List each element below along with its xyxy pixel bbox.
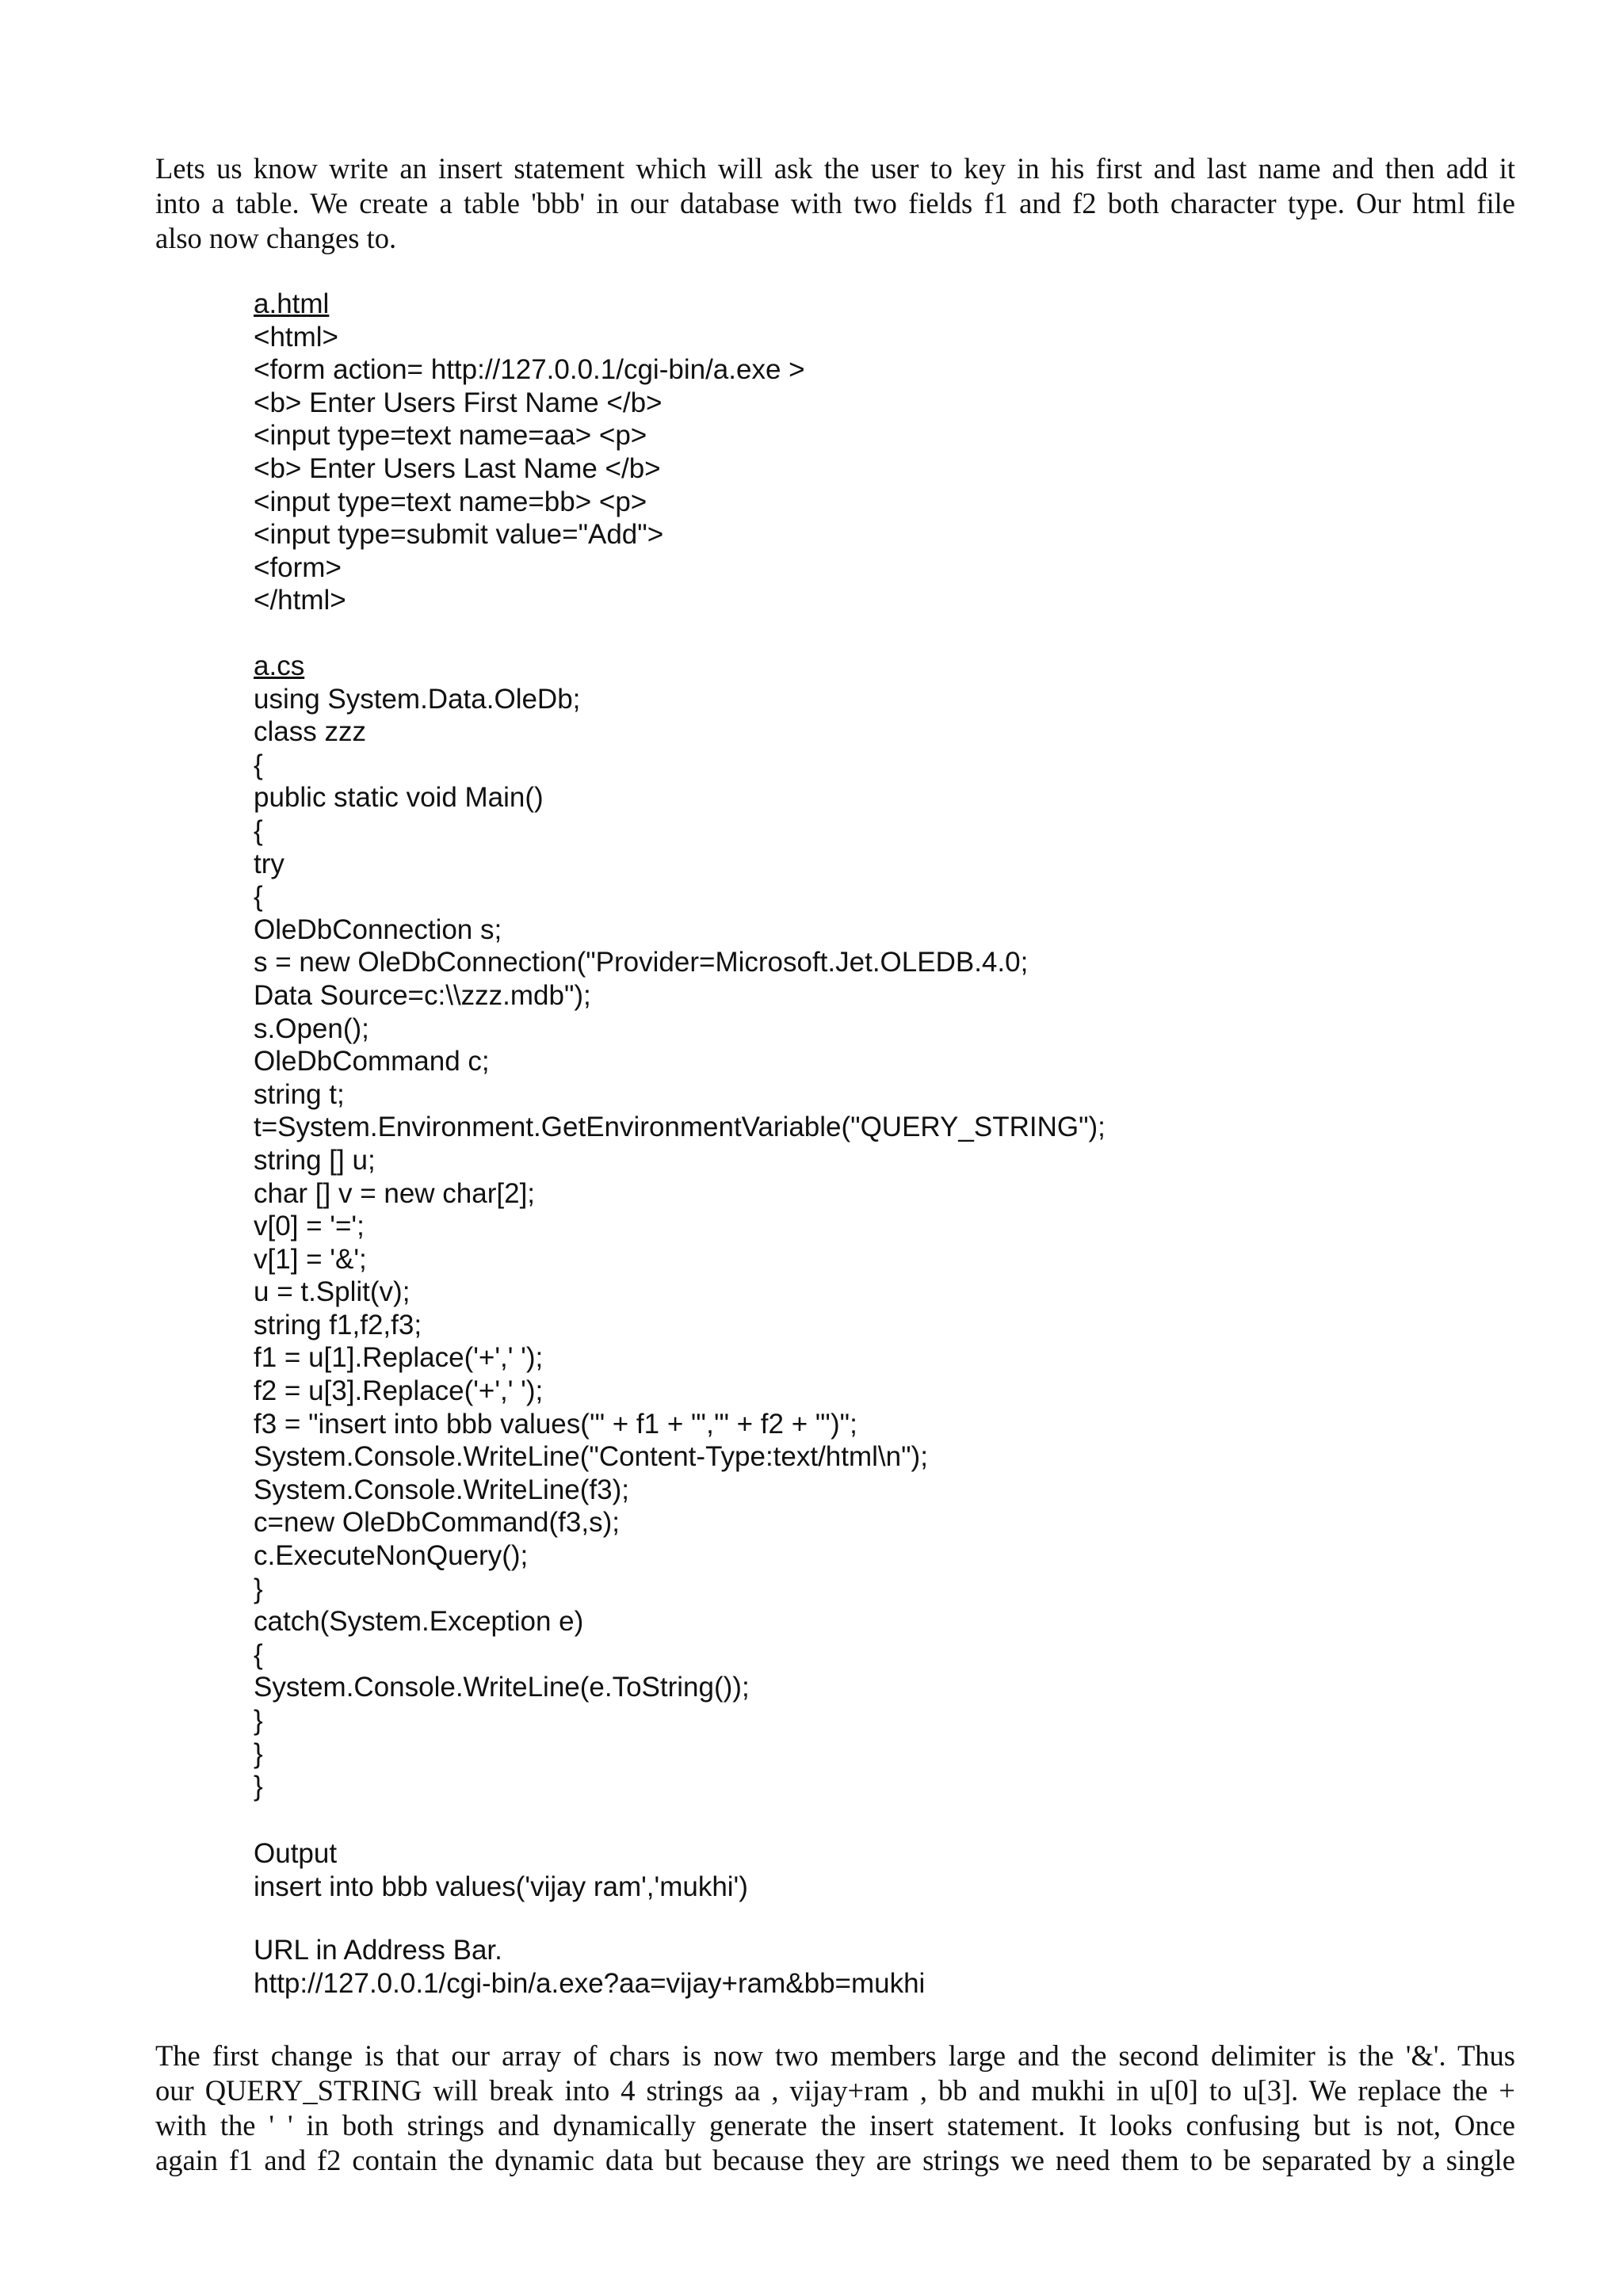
- code-line: <input type=text name=aa> <p>: [254, 420, 647, 452]
- output-block: [254, 1837, 1522, 1903]
- code-line: u = t.Split(v);: [254, 1276, 411, 1308]
- code-line: v[1] = '&';: [254, 1243, 367, 1275]
- code-line: string t;: [254, 1078, 345, 1110]
- code-line: c.ExecuteNonQuery();: [254, 1540, 529, 1572]
- code-line: <b> Enter Users First Name </b>: [254, 387, 663, 418]
- code-line: f2 = u[3].Replace('+',' ');: [254, 1375, 544, 1407]
- code-line: public static void Main(): [254, 782, 544, 814]
- code-line: }: [254, 1573, 263, 1604]
- code-line: string [] u;: [254, 1144, 376, 1176]
- code-line: System.Console.WriteLine("Content-Type:text/html\n");: [254, 1441, 928, 1473]
- code-line: {: [254, 814, 263, 846]
- code-line: <input type=text name=bb> <p>: [254, 486, 647, 517]
- code-line: {: [254, 881, 263, 913]
- code-line: f1 = u[1].Replace('+',' ');: [254, 1342, 544, 1374]
- code-line: <html>: [254, 321, 338, 353]
- intro-paragraph: [155, 151, 1515, 256]
- code-line: System.Console.WriteLine(f3);: [254, 1474, 629, 1505]
- code-line: OleDbConnection s;: [254, 913, 502, 945]
- code-line: {: [254, 749, 263, 780]
- code-line: }: [254, 1771, 263, 1802]
- code-line: System.Console.WriteLine(e.ToString());: [254, 1672, 750, 1703]
- code-line: <form>: [254, 551, 342, 583]
- code-line: class zzz: [254, 716, 366, 748]
- closing-paragraph: [155, 2039, 1515, 2178]
- code-line: try: [254, 848, 285, 879]
- intro-line: into a table. We create a table 'bbb' in our database with two fields f1 and f2 both character type. Our html file: [155, 187, 1515, 219]
- closing-line: our QUERY_STRING will break into 4 strings aa , vijay+ram , bb and mukhi in u[0] to u[3]. We replace the +: [155, 2074, 1515, 2107]
- closing-line: with the ' ' in both strings and dynamically generate the insert statement. It looks confusing but is not, Once: [155, 2109, 1515, 2142]
- code-line: {: [254, 1638, 263, 1670]
- code-line: <b> Enter Users Last Name </b>: [254, 452, 661, 484]
- code-line: s = new OleDbConnection("Provider=Microsoft.Jet.OLEDB.4.0;: [254, 947, 1029, 978]
- url-title: URL in Address Bar.: [254, 1935, 502, 1966]
- cs-listing: [254, 650, 1522, 1803]
- url-line: http://127.0.0.1/cgi-bin/a.exe?aa=vijay+ram&bb=mukhi: [254, 1967, 926, 1999]
- html-listing: [254, 288, 1522, 617]
- code-line: catch(System.Exception e): [254, 1606, 584, 1638]
- code-line: }: [254, 1737, 263, 1769]
- html-listing-title: a.html: [254, 288, 330, 319]
- intro-line: also now changes to.: [155, 222, 397, 254]
- code-line: OleDbCommand c;: [254, 1046, 490, 1077]
- code-line: using System.Data.OleDb;: [254, 683, 581, 715]
- code-line: Data Source=c:\\zzz.mdb");: [254, 979, 591, 1011]
- output-line: insert into bbb values('vijay ram','mukhi'): [254, 1871, 748, 1902]
- code-line: <form action= http://127.0.0.1/cgi-bin/a.exe >: [254, 354, 805, 386]
- closing-line: The first change is that our array of chars is now two members large and the second delimiter is the '&'. Thus: [155, 2039, 1515, 2072]
- code-line: }: [254, 1705, 263, 1736]
- code-line: <input type=submit value="Add">: [254, 519, 664, 551]
- output-title: Output: [254, 1838, 338, 1869]
- code-line: string f1,f2,f3;: [254, 1309, 422, 1341]
- code-line: f3 = "insert into bbb values('" + f1 + "','" + f2 + "')";: [254, 1408, 857, 1440]
- code-line: t=System.Environment.GetEnvironmentVariable("QUERY_STRING");: [254, 1112, 1106, 1143]
- code-line: </html>: [254, 585, 346, 616]
- code-line: char [] v = new char[2];: [254, 1177, 536, 1209]
- code-line: s.Open();: [254, 1013, 369, 1044]
- intro-line: Lets us know write an insert statement which will ask the user to key in his first and last name and then add it: [155, 152, 1515, 185]
- cs-listing-title: a.cs: [254, 650, 305, 681]
- code-line: v[0] = '=';: [254, 1211, 365, 1242]
- code-line: c=new OleDbCommand(f3,s);: [254, 1507, 620, 1539]
- url-block: [254, 1934, 1522, 2000]
- closing-line: again f1 and f2 contain the dynamic data but because they are strings we need them to be separated by a single: [155, 2144, 1515, 2176]
